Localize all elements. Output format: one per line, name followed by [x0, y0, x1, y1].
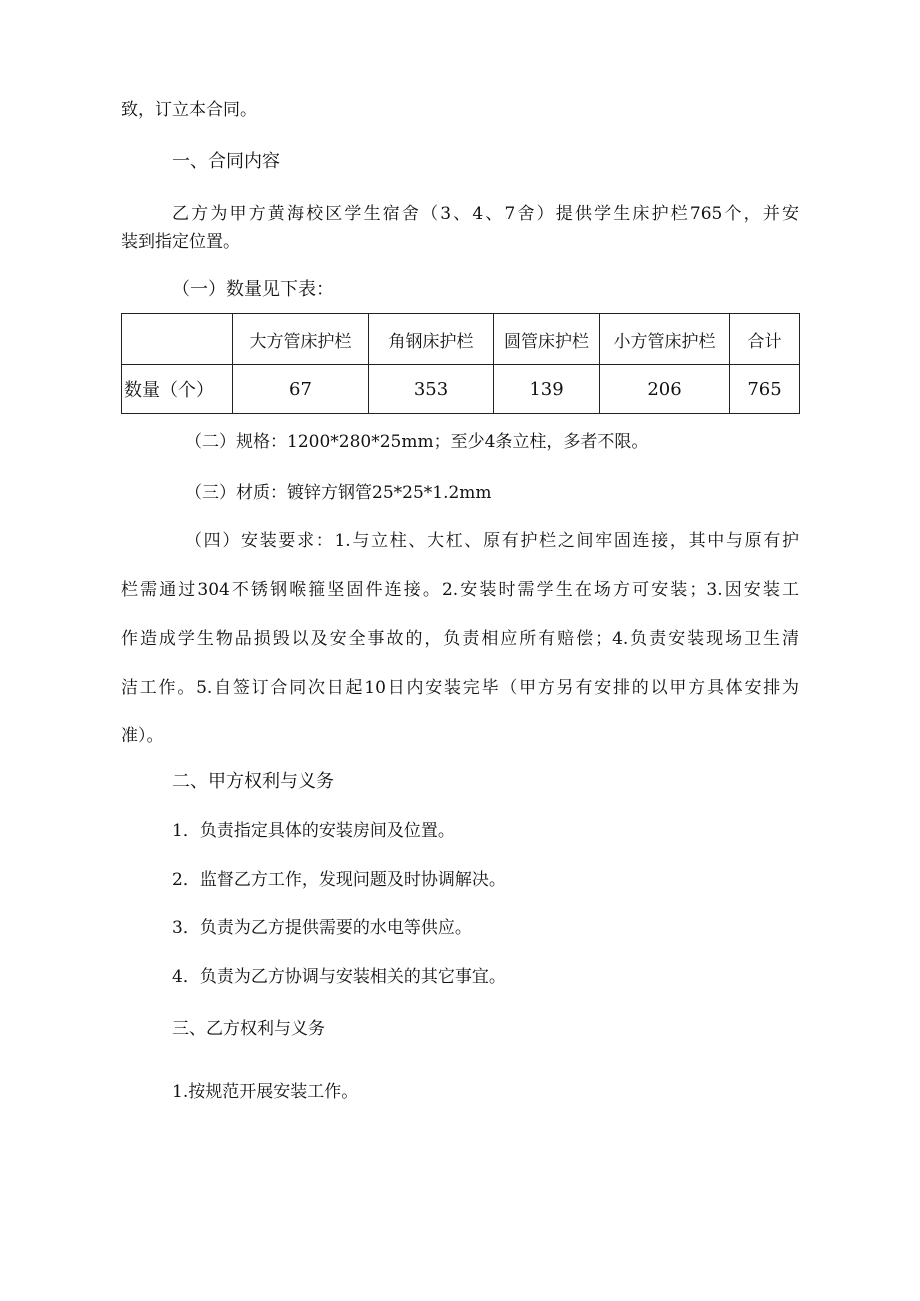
table-cell: 765: [730, 365, 800, 414]
list-item: 1.按规范开展安装工作。: [172, 1082, 359, 1102]
install-requirements-line: 准）。: [121, 726, 164, 746]
table-cell: 353: [369, 365, 494, 414]
material-line: （三）材质：镀锌方钢管25*25*1.2mm: [185, 483, 492, 503]
install-requirements-line: 作造成学生物品损毁以及安全事故的，负责相应所有赔偿；4.负责安装现场卫生清: [121, 629, 799, 649]
section1-paragraph-line2: 装到指定位置。: [121, 232, 240, 252]
table-row-label: 数量（个）: [122, 365, 233, 414]
table-header-cell: 圆管床护栏: [494, 314, 600, 365]
install-requirements-line: （四）安装要求：1.与立柱、大杠、原有护栏之间牢固连接，其中与原有护: [185, 531, 799, 551]
table-cell: 139: [494, 365, 600, 414]
install-requirements-line: 栏需通过304不锈钢喉箍坚固件连接。2.安装时需学生在场方可安装；3.因安装工: [121, 580, 799, 600]
table-cell: 206: [600, 365, 730, 414]
section2-heading: 二、甲方权利与义务: [172, 771, 334, 792]
section1-heading: 一、合同内容: [172, 151, 280, 172]
quantity-table-heading: （一）数量见下表：: [172, 279, 334, 300]
table-header-cell: 角钢床护栏: [369, 314, 494, 365]
list-item: 4．负责为乙方协调与安装相关的其它事宜。: [172, 967, 506, 987]
section3-heading: 三、乙方权利与义务: [172, 1019, 325, 1039]
quantity-table: [121, 313, 800, 414]
table-header-row: [122, 314, 800, 365]
list-item: 1．负责指定具体的安装房间及位置。: [172, 821, 455, 841]
table-header-cell: [122, 314, 233, 365]
table-header-cell: 大方管床护栏: [233, 314, 369, 365]
table-row: [122, 365, 800, 414]
list-item: 3．负责为乙方提供需要的水电等供应。: [172, 918, 472, 938]
intro-tail-text: 致，订立本合同。: [121, 100, 257, 120]
table-header-cell: 小方管床护栏: [600, 314, 730, 365]
list-item: 2．监督乙方工作，发现问题及时协调解决。: [172, 870, 506, 890]
section1-paragraph-line1: 乙方为甲方黄海校区学生宿舍（3、4、7舍）提供学生床护栏765个，并安: [172, 204, 799, 224]
table-header-cell: 合计: [730, 314, 800, 365]
install-requirements-line: 洁工作。5.自签订合同次日起10日内安装完毕（甲方另有安排的以甲方具体安排为: [121, 678, 799, 698]
spec-line: （二）规格：1200*280*25mm；至少4条立柱，多者不限。: [185, 432, 649, 452]
table-cell: 67: [233, 365, 369, 414]
